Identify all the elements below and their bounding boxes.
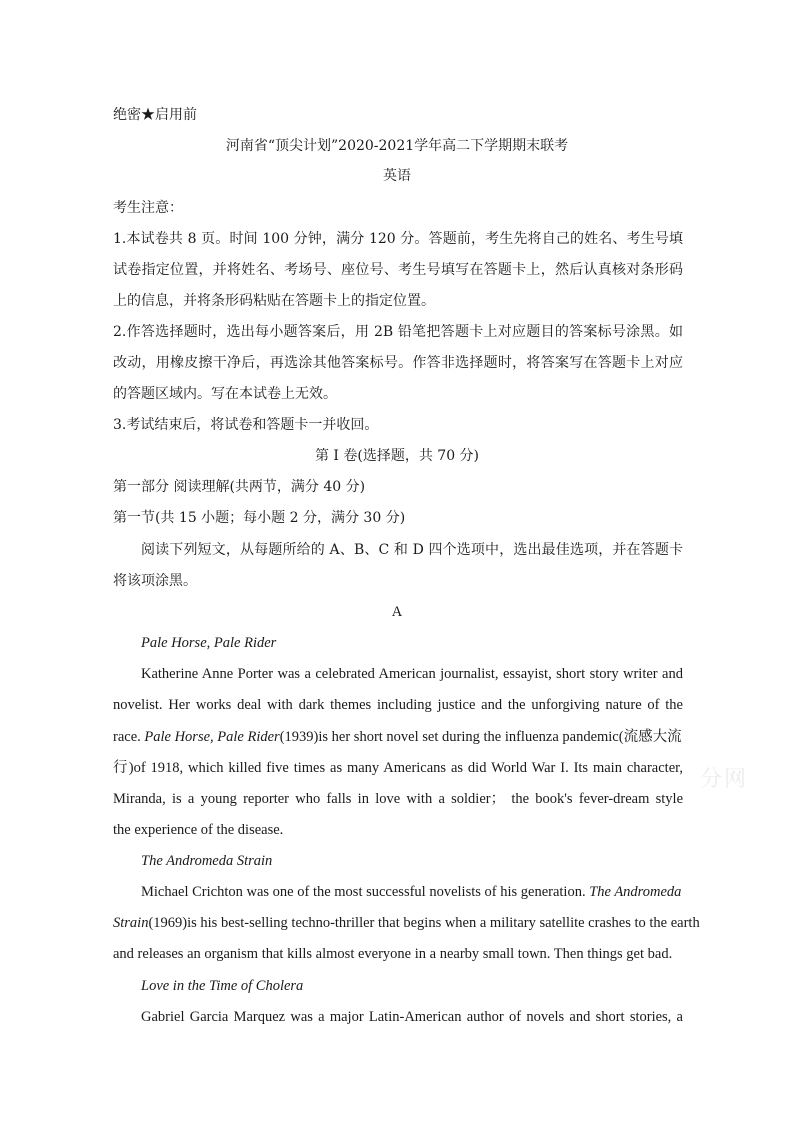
book2-line2-post: (1969)is his best-selling techno-thriller that begins when a military satellite crashes to the earth [148, 915, 700, 931]
book1-line3-pre: race. [113, 729, 145, 745]
book3-line1: Gabriel Garcia Marquez was a major Latin-American author of novels and short stories, a [141, 1009, 683, 1025]
book2-line2 [113, 913, 700, 933]
book1-line1: Katherine Anne Porter was a celebrated American journalist, essayist, short story writer and [141, 666, 683, 682]
notice-item2-line1: 2.作答选择题时，选出每小题答案后，用 2B 铅笔把答题卡上对应题目的答案标号涂黑。如 [113, 324, 683, 340]
book1-line3-post: (1939)is her short novel set during the influenza pandemic(流感大流 [279, 729, 682, 745]
notice-heading: 考生注意： [113, 200, 183, 216]
exam-title: 河南省“顶尖计划”2020-2021学年高二下学期期末联考 [225, 138, 569, 154]
volume-title: 第 I 卷(选择题，共 70 分) [314, 448, 480, 464]
watermark: 分网 [700, 767, 749, 792]
notice-item1-line2: 试卷指定位置，并将姓名、考场号、座位号、考生号填写在答题卡上，然后认真核对条形码 [113, 262, 683, 278]
subject-title: 英语 [383, 168, 411, 184]
book2-line3: and releases an organism that kills almost everyone in a nearby small town. Then things get bad. [113, 946, 673, 962]
book1-title: Pale Horse, Pale Rider [141, 635, 277, 651]
notice-item1-line1: 1.本试卷共 8 页。时间 100 分钟，满分 120 分。答题前，考生先将自己的姓名、考生号填 [113, 231, 683, 247]
notice-item3: 3.考试结束后，将试卷和答题卡一并收回。 [113, 417, 379, 433]
book2-line1-title: The Andromeda [589, 884, 682, 900]
book1-line2: novelist. Her works deal with dark themes including justice and the unforgiving nature of the [113, 697, 683, 713]
book1-line3-title: Pale Horse, Pale Rider [144, 729, 280, 745]
section1-heading: 第一节(共 15 小题；每小题 2 分，满分 30 分) [113, 510, 406, 526]
book1-line4: 行)of 1918, which killed five times as many Americans as did World War I. Its main character, [113, 760, 683, 776]
instruction-line2: 将该项涂黑。 [113, 573, 197, 589]
book1-line6: the experience of the disease. [113, 822, 284, 838]
part1-heading: 第一部分 阅读理解(共两节，满分 40 分) [113, 479, 366, 495]
instruction-line1: 阅读下列短文，从每题所给的 A、B、C 和 D 四个选项中，选出最佳选项，并在答题卡 [141, 542, 683, 558]
book3-title: Love in the Time of Cholera [141, 978, 304, 994]
book1-line5: Miranda, is a young reporter who falls in love with a soldier； the book's fever-dream style [113, 791, 683, 807]
book2-line2-title: Strain [113, 915, 149, 931]
book1-line3 [113, 727, 683, 747]
notice-item2-line2: 改动，用橡皮擦干净后，再选涂其他答案标号。作答非选择题时，将答案写在答题卡上对应 [113, 355, 683, 371]
notice-item2-line3: 的答题区域内。写在本试卷上无效。 [113, 386, 337, 402]
notice-item1-line3: 上的信息，并将条形码粘贴在答题卡上的指定位置。 [113, 293, 435, 309]
confidential-mark: 绝密★启用前 [113, 107, 197, 123]
book2-line1 [141, 882, 683, 902]
book2-line1-pre: Michael Crichton was one of the most successful novelists of his generation. [141, 884, 590, 900]
book2-title: The Andromeda Strain [141, 853, 273, 869]
passage-label: A [391, 604, 403, 620]
